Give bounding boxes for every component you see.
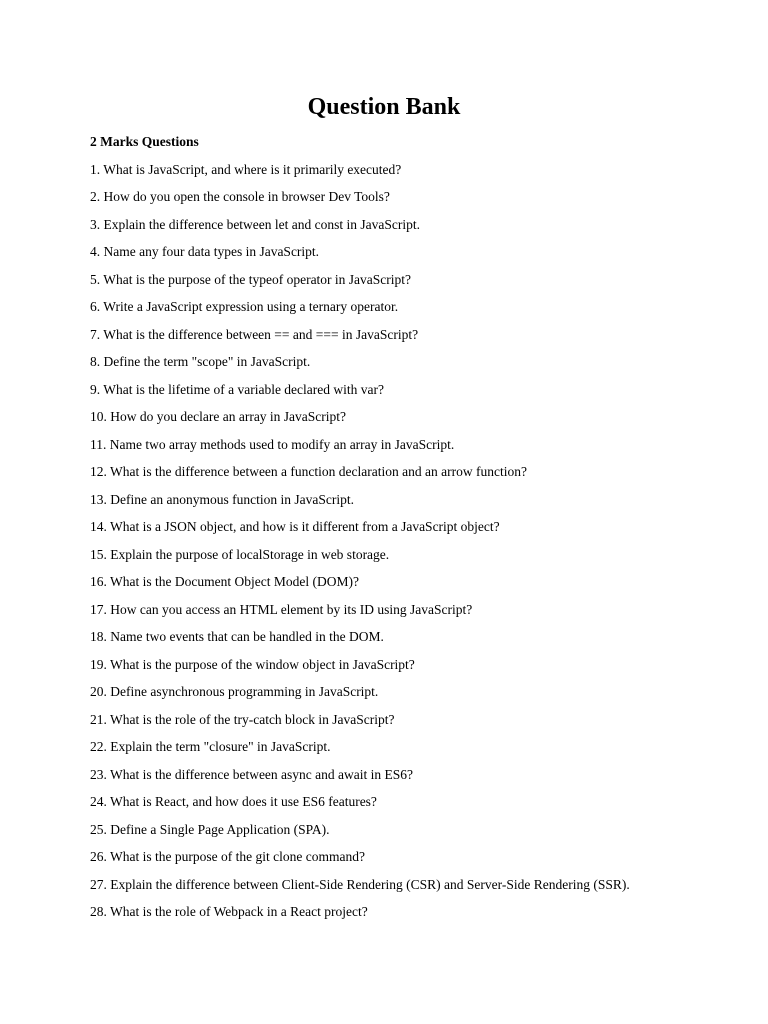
question-item: 27. Explain the difference between Client-Side Rendering (CSR) and Server-Side Rendering (SSR). <box>90 876 630 892</box>
question-item: 14. What is a JSON object, and how is it different from a JavaScript object? <box>90 519 500 534</box>
page-title: Question Bank <box>307 94 461 120</box>
question-item: 3. Explain the difference between let and const in JavaScript. <box>90 216 421 232</box>
question-item: 21. What is the role of the try-catch block in JavaScript? <box>90 711 395 727</box>
question-item: 13. Define an anonymous function in JavaScript. <box>90 491 354 507</box>
question-item: 26. What is the purpose of the git clone command? <box>90 849 365 864</box>
question-item: 11. Name two array methods used to modify an array in JavaScript. <box>90 436 455 452</box>
question-item: 16. What is the Document Object Model (DOM)? <box>90 574 359 589</box>
question-item: 17. How can you access an HTML element by its ID using JavaScript? <box>90 601 473 617</box>
question-item: 9. What is the lifetime of a variable declared with var? <box>90 381 385 397</box>
question-item: 25. Define a Single Page Application (SPA). <box>90 821 330 837</box>
question-item: 1. What is JavaScript, and where is it primarily executed? <box>90 161 402 177</box>
question-item: 20. Define asynchronous programming in JavaScript. <box>90 684 379 699</box>
question-item: 28. What is the role of Webpack in a React project? <box>90 904 368 919</box>
question-item: 5. What is the purpose of the typeof operator in JavaScript? <box>90 271 412 287</box>
question-item: 19. What is the purpose of the window object in JavaScript? <box>90 656 415 672</box>
question-item: 12. What is the difference between a function declaration and an arrow function? <box>90 464 527 479</box>
question-item: 22. Explain the term "closure" in JavaScript. <box>90 739 331 754</box>
section-heading: 2 Marks Questions <box>90 134 199 149</box>
question-item: 18. Name two events that can be handled in the DOM. <box>90 629 384 644</box>
question-item: 6. Write a JavaScript expression using a ternary operator. <box>90 299 399 314</box>
question-item: 4. Name any four data types in JavaScript. <box>90 244 320 259</box>
question-list <box>90 161 630 931</box>
question-item: 8. Define the term "scope" in JavaScript. <box>90 354 311 369</box>
question-item: 2. How do you open the console in browser Dev Tools? <box>90 189 390 204</box>
question-item: 7. What is the difference between == and === in JavaScript? <box>90 326 419 342</box>
question-item: 24. What is React, and how does it use ES6 features? <box>90 794 377 809</box>
question-item: 10. How do you declare an array in JavaScript? <box>90 409 347 424</box>
question-item: 23. What is the difference between async and await in ES6? <box>90 766 414 782</box>
question-item: 15. Explain the purpose of localStorage in web storage. <box>90 546 390 562</box>
